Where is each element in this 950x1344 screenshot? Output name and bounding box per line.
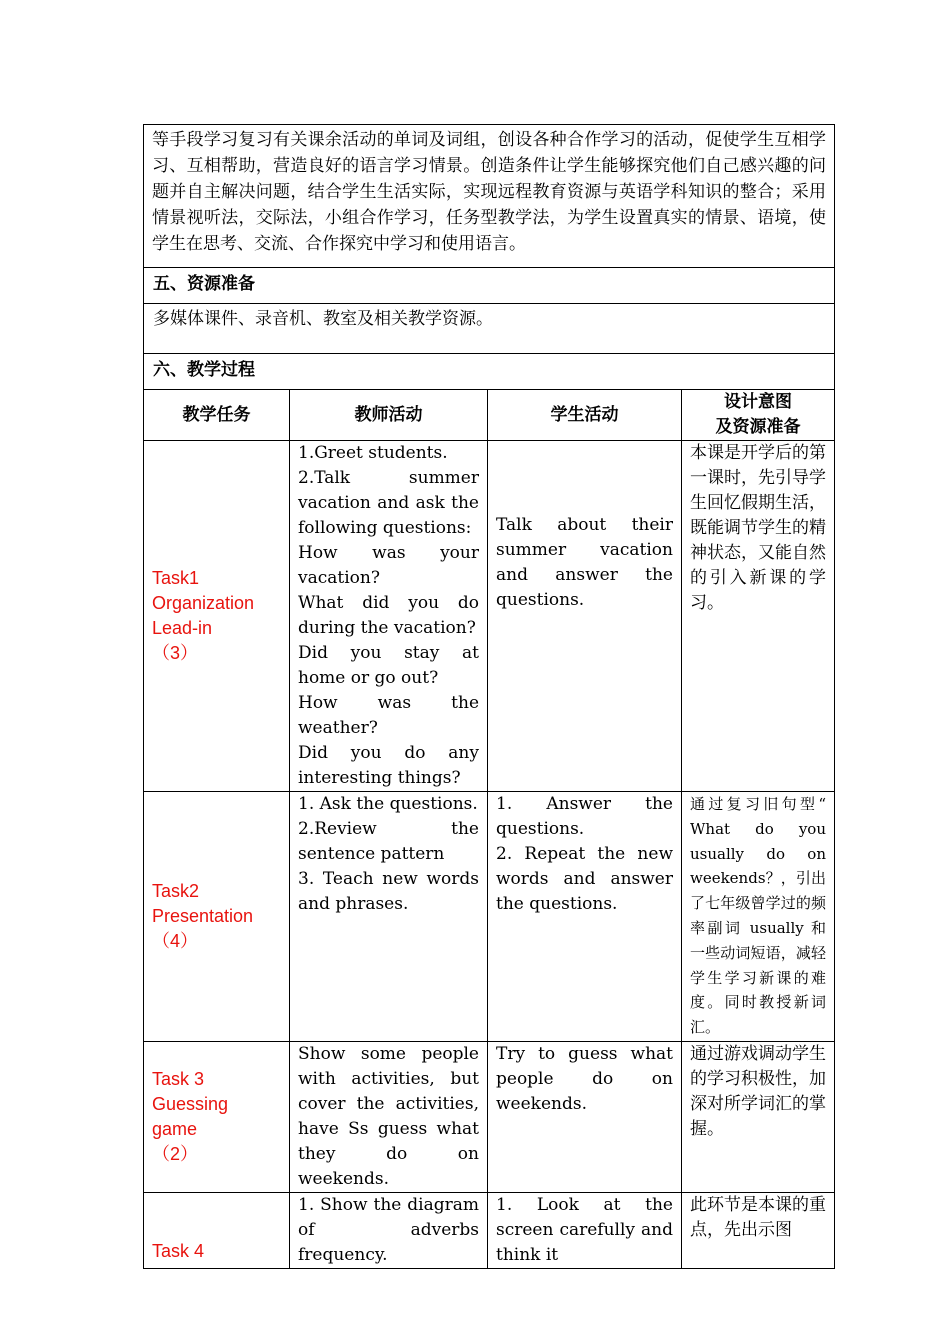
student-activity-line: Try to guess what people do on weekends.: [496, 1044, 673, 1114]
teacher-activity-line: 2.Talk summer vacation and ask the following questions:: [298, 468, 479, 538]
design-intent-text: 通过游戏调动学生的学习积极性，加深对所学词汇的掌握。: [690, 1044, 826, 1139]
teacher-activity-line: 3. Teach new words and phrases.: [298, 869, 479, 914]
student-activity-cell: [488, 1042, 682, 1193]
header-task: 教学任务: [144, 390, 290, 441]
task-minutes: （2）: [152, 1144, 199, 1164]
teacher-activity-line: Did you do any interesting things?: [298, 743, 479, 788]
teacher-activity-line: How was the weather?: [298, 693, 479, 738]
design-intent-cell: [682, 1042, 835, 1193]
teacher-activity-line: Show some people with activities, but cover the activities, have Ss guess what they do on weekends.: [298, 1044, 479, 1189]
design-intent-text: 此环节是本课的重点，先出示图: [690, 1195, 826, 1240]
intro-text: 等手段学习复习有关课余活动的单词及词组，创设各种合作学习的活动，促使学生互相学习、互相帮助，营造良好的语言学习情景。创造条件让学生能够探究他们自己感兴趣的问题并自主解决问题，结合学生生活实际，实现远程教育资源与英语学科知识的整合；采用情景视听法，交际法，小组合作学习，任务型教学法，为学生设置真实的情景、语境，使学生在思考、交流、合作探究中学习和使用语言。: [144, 125, 835, 268]
teacher-activity-cell: [290, 1193, 488, 1269]
task-label-line: game: [152, 1119, 198, 1139]
table-header-row: [144, 390, 835, 441]
task-cell: [144, 1042, 290, 1193]
design-intent-cell: [682, 441, 835, 792]
task-minutes: （3）: [152, 643, 199, 663]
design-intent-text: 通过复习旧句型“ What do you usually do on weekends？，引出了七年级曾学过的频率副词 usually 和一些动词短语，减轻学生学习新课的难度。同时教授新词汇。: [690, 795, 826, 1037]
intro-row: [144, 125, 835, 268]
design-intent-cell: [682, 792, 835, 1042]
teacher-activity-line: 1. Ask the questions.: [298, 794, 478, 814]
task-label-line: Task2: [152, 881, 200, 901]
teacher-activity-cell: [290, 441, 488, 792]
header-teacher: 教师活动: [290, 390, 488, 441]
task-cell: [144, 1193, 290, 1269]
teacher-activity-line: 2.Review the sentence pattern: [298, 819, 479, 864]
student-activity-cell: [488, 441, 682, 792]
task-cell: [144, 441, 290, 792]
student-activity-line: 1. Answer the questions.: [496, 794, 673, 839]
task-cell: [144, 792, 290, 1042]
teacher-activity-line: What did you do during the vacation?: [298, 593, 479, 638]
student-activity-line: 2. Repeat the new words and answer the questions.: [496, 844, 673, 914]
task-label-line: Task1: [152, 568, 200, 588]
teacher-activity-line: Did you stay at home or go out?: [298, 643, 479, 688]
design-intent-text: 本课是开学后的第一课时，先引导学生回忆假期生活，既能调节学生的精神状态，又能自然的引入新课的学习。: [690, 443, 826, 613]
task-label-line: Guessing: [152, 1094, 229, 1114]
task-label-line: Task 3: [152, 1069, 205, 1089]
section5-title: 五、资源准备: [144, 268, 835, 304]
header-intent-line1: 设计意图: [724, 392, 792, 412]
section5-content-row: [144, 304, 835, 354]
teacher-activity-line: 1. Show the diagram of adverbs frequency.: [298, 1195, 479, 1265]
document-page: [143, 124, 834, 1269]
section6-title: 六、教学过程: [144, 354, 835, 390]
table-row: [144, 441, 835, 792]
task-label-line: Task 4: [152, 1241, 205, 1261]
task-label-line: Presentation: [152, 906, 254, 926]
table-row: [144, 1193, 835, 1269]
student-activity-line: Talk about their summer vacation and answer the questions.: [496, 515, 673, 610]
lesson-plan-table: [143, 124, 835, 1269]
teacher-activity-cell: [290, 1042, 488, 1193]
teacher-activity-cell: [290, 792, 488, 1042]
header-student: 学生活动: [488, 390, 682, 441]
design-intent-cell: [682, 1193, 835, 1269]
task-label-line: Organization: [152, 593, 255, 613]
section5-content: 多媒体课件、录音机、教室及相关教学资源。: [144, 304, 835, 354]
task-label-line: Lead-in: [152, 618, 213, 638]
table-row: [144, 792, 835, 1042]
teacher-activity-line: 1.Greet students.: [298, 443, 448, 463]
table-row: [144, 1042, 835, 1193]
task-minutes: （4）: [152, 931, 199, 951]
student-activity-cell: [488, 1193, 682, 1269]
header-intent: [682, 390, 835, 441]
section6-header-row: [144, 354, 835, 390]
student-activity-line: 1. Look at the screen carefully and think it: [496, 1195, 673, 1265]
section5-header-row: [144, 268, 835, 304]
teacher-activity-line: How was your vacation?: [298, 543, 479, 588]
header-intent-line2: 及资源准备: [715, 417, 801, 437]
student-activity-cell: [488, 792, 682, 1042]
